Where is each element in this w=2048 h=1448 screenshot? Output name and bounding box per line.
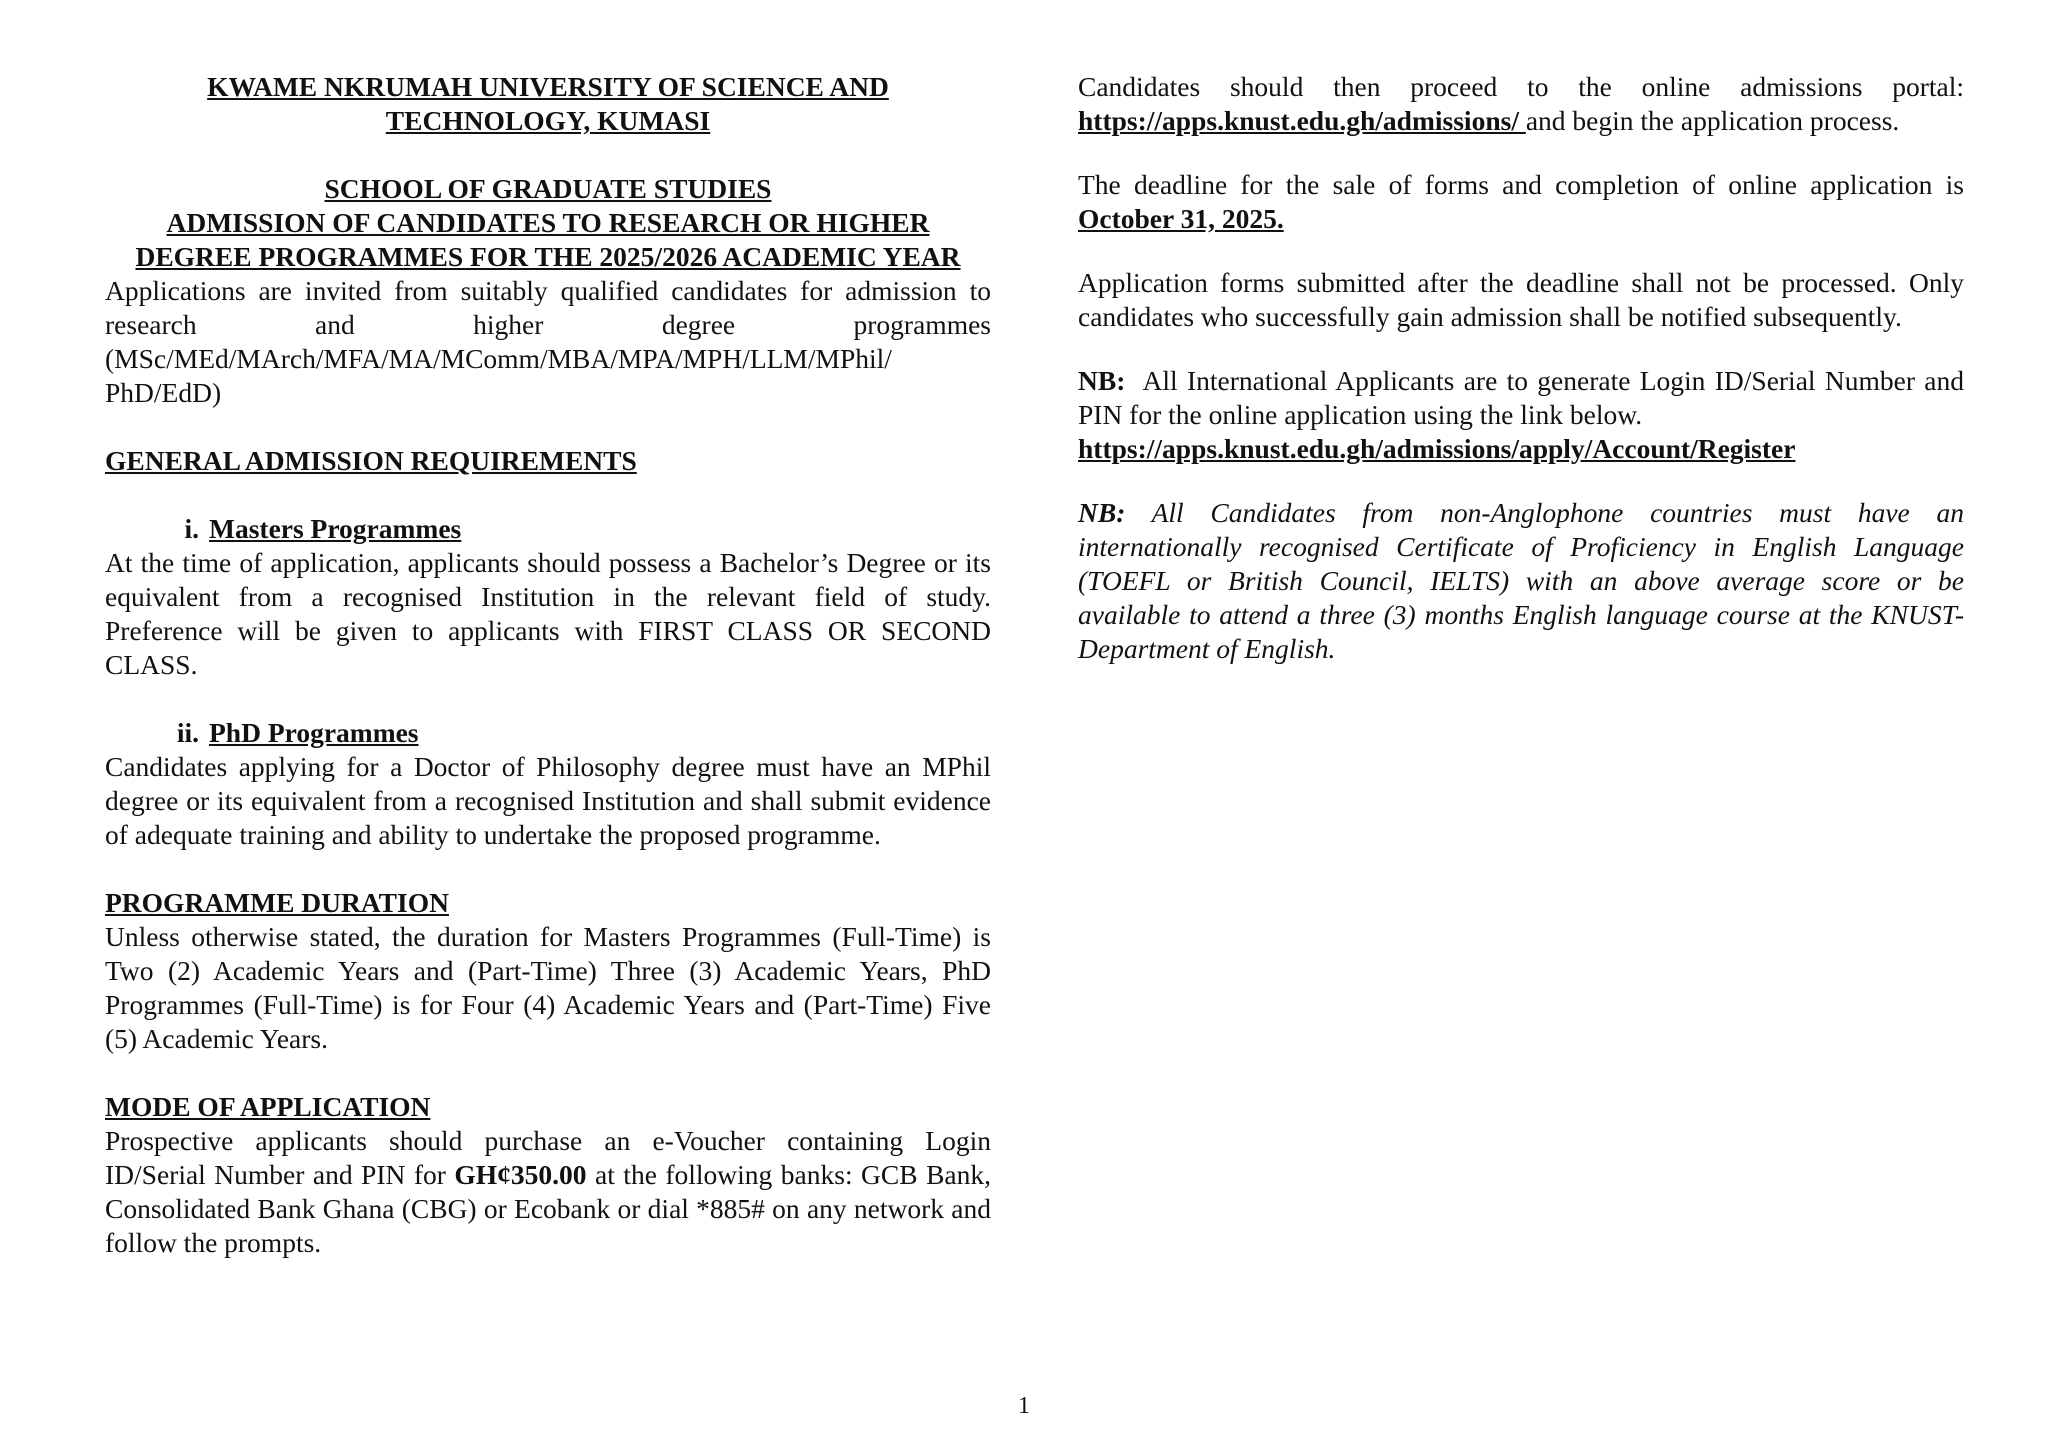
- duration-paragraph: Unless otherwise stated, the duration for Masters Programmes (Full-Time) is Two (2) Academic Years and (Part-Time) Three (3) Academic Years, PhD Programmes (Full-Time) is for Four (4) Academic Years and (Part-Time) Five (5) Academic Years.: [105, 921, 991, 1054]
- international-note-text: All International Applicants are to generate Login ID/Serial Number and PIN for the online application using the link below.: [1078, 365, 1971, 430]
- mode-text-end: at the following banks: GCB Bank, Consolidated Bank Ghana (CBG) or Ecobank or dial *885# on any network and follow the prompts.: [105, 1159, 991, 1258]
- late-submission-paragraph: Application forms submitted after the deadline shall not be processed. Only candidates who successfully gain admission shall be notified subsequently.: [1078, 267, 1964, 332]
- phd-heading: PhD Programmes: [209, 717, 419, 748]
- right-column: [1078, 70, 1971, 666]
- admissions-portal-link[interactable]: https://apps.knust.edu.gh/admissions/: [1078, 105, 1526, 136]
- mode-heading: MODE OF APPLICATION: [105, 1091, 431, 1122]
- masters-number: i.: [184, 513, 199, 544]
- deadline-date: October 31, 2025.: [1078, 203, 1284, 234]
- international-note-paragraph: [1078, 364, 1971, 432]
- admission-title-line1: ADMISSION OF CANDIDATES TO RESEARCH OR HIGHER: [166, 207, 930, 238]
- register-link-line: [1078, 432, 1964, 466]
- page-number: 1: [1018, 1393, 1030, 1419]
- admission-title-line2: DEGREE PROGRAMMES FOR THE 2025/2026 ACADEMIC YEAR: [135, 241, 961, 272]
- left-column: [105, 70, 991, 1260]
- intro-paragraph: Applications are invited from suitably qualified candidates for admission to research and higher degree programmes (MSc/MEd/MArch/MFA/MA/MComm/MBA/MPA/MPH/LLM/MPhil/ PhD/EdD): [105, 275, 991, 408]
- register-link[interactable]: https://apps.knust.edu.gh/admissions/apply/Account/Register: [1078, 433, 1796, 464]
- phd-subheading: [105, 716, 991, 750]
- nb-label: NB:: [1078, 365, 1126, 396]
- school-heading: [105, 172, 991, 274]
- masters-paragraph: At the time of application, applicants should possess a Bachelor’s Degree or its equivalent from a recognised Institution in the relevant field of study. Preference will be given to applicants with FIRST CLASS OR SECOND CLASS.: [105, 547, 991, 680]
- nb-label-italic: NB:: [1078, 497, 1126, 528]
- english-proficiency-text: All Candidates from non-Anglophone countries must have an internationally recognised Certificate of Proficiency in English Language (TOEFL or British Council, IELTS) with an above average score or be available to attend a three (3) months English language course at the KNUST-Department of English.: [1078, 497, 1964, 664]
- portal-text-end: and begin the application process.: [1525, 105, 1900, 136]
- mode-text-start: Prospective applicants should purchase an e-Voucher containing Login ID/Serial Number and PIN for: [105, 1125, 991, 1190]
- deadline-paragraph: [1078, 168, 1964, 236]
- university-title-line2: TECHNOLOGY, KUMASI: [385, 105, 711, 136]
- portal-text-start: Candidates should then proceed to the online admissions portal:: [1078, 71, 1964, 102]
- voucher-price: GH¢350.00: [454, 1159, 587, 1190]
- english-proficiency-note: [1078, 496, 1964, 666]
- masters-subheading: [105, 512, 991, 546]
- school-name: SCHOOL OF GRADUATE STUDIES: [324, 173, 772, 204]
- masters-heading: Masters Programmes: [209, 513, 462, 544]
- phd-paragraph: Candidates applying for a Doctor of Philosophy degree must have an MPhil degree or its equivalent from a recognised Institution and shall submit evidence of adequate training and ability to undertake the proposed programme.: [105, 751, 991, 850]
- general-requirements-heading: GENERAL ADMISSION REQUIREMENTS: [105, 445, 637, 476]
- duration-heading: PROGRAMME DURATION: [105, 887, 449, 918]
- university-title: [105, 70, 991, 138]
- portal-paragraph: [1078, 70, 1964, 138]
- mode-paragraph: [105, 1124, 991, 1260]
- university-title-line1: KWAME NKRUMAH UNIVERSITY OF SCIENCE AND: [207, 71, 889, 102]
- phd-number: ii.: [176, 717, 199, 748]
- deadline-text: The deadline for the sale of forms and completion of online application is: [1078, 169, 1964, 200]
